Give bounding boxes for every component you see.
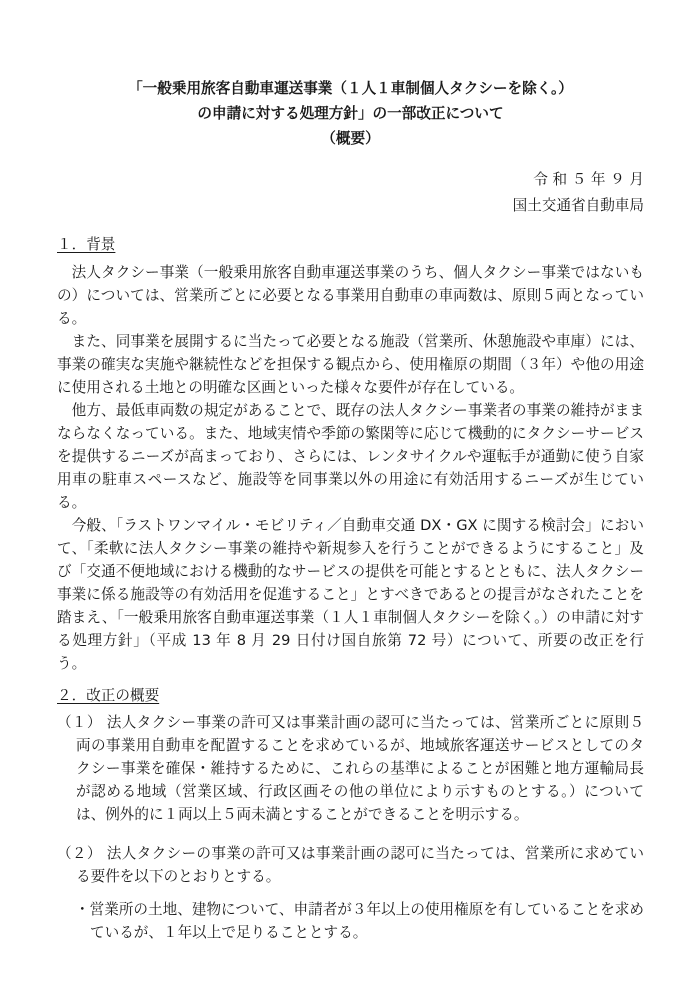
date-line: 令 和 ５ 年 ９ 月 [533, 171, 644, 188]
revision-item-1-text: 法人タクシー事業の許可又は事業計画の認可に当たっては、営業所ごとに原則５両の事業用自動車を配置することを求めているが、地域旅客運送サービスとしてのタクシー事業を確保・維持するために、これらの基準によることが困難と地方運輸局長が認める地域（営業区域、行政区画その他の単位により示すものとする。）については、例外的に１両以上５両未満とすることができることを明示する。 [76, 714, 644, 823]
revision-item-2 [57, 842, 644, 888]
section-revision-overview [57, 683, 644, 944]
background-paragraph-1: 法人タクシー事業（一般乗用旅客自動車運送事業のうち、個人タクシー事業ではないもの）については、営業所ごとに必要となる事業用自動車の車両数は、原則５両となっている。 [57, 264, 644, 327]
background-paragraph-4: 今般、「ラストワンマイル・モビリティ／自動車交通 DX・GX に関する検討会」において、「柔軟に法人タクシー事業の維持や新規参入を行うことができるようにすること」及び「交通不便地域における機動的なサービスの提供を可能とするとともに、法人タクシー事業に係る施設等の有効活用を促進すること」とすべきであるとの提言がなされたことを踏まえ、「一般乗用旅客自動車運送事業（１人１車制個人タクシーを除く。）の申請に対する処理方針」（平成 13 年 8 月 29 日付け国自旅第 72 号）について、所要の改正を行う。 [57, 517, 644, 672]
title-line-1: 「一般乗用旅客自動車運送事業（１人１車制個人タクシーを除く。） [128, 80, 573, 97]
revision-item-2-text: 法人タクシーの事業の許可又は事業計画の認可に当たっては、営業所に求めている要件を以下のとおりとする。 [76, 845, 644, 885]
byline [57, 167, 644, 219]
title-line-2: の申請に対する処理方針」の一部改正について [197, 105, 504, 122]
background-paragraph-2: また、同事業を展開するに当たって必要となる施設（営業所、休憩施設や車庫）には、事業の確実な実施や継続性などを担保する観点から、使用権原の期間（３年）や他の用途に使用される土地との明確な区画といった様々な要件が存在している。 [57, 333, 644, 396]
bullet-text: 営業所の土地、建物について、申請者が３年以上の使用権原を有していることを求めているが、１年以上で足りることとする。 [89, 901, 644, 941]
revision-item-2-marker: （２） [57, 845, 102, 862]
organization-line: 国土交通省自動車局 [512, 197, 644, 214]
title-line-3: （概要） [321, 130, 380, 147]
section-2-heading [57, 683, 644, 709]
document-title [57, 76, 644, 151]
section-2-heading-text: ２．改正の概要 [57, 687, 160, 704]
background-paragraph-3: 他方、最低車両数の規定があることで、既存の法人タクシー事業者の事業の維持がままならなくなっている。また、地域実情や季節の繁閑等に応じて機動的にタクシーサービスを提供するニーズが高まっており、さらには、レンタサイクルや運転手が通勤に使う自家用車の駐車スペースなど、施設等を同事業以外の用途に有効活用するニーズが生じている。 [57, 402, 644, 511]
revision-item-1-marker: （１） [57, 714, 102, 731]
revision-item-1 [57, 711, 644, 826]
section-1-heading [57, 232, 644, 258]
section-background [57, 232, 644, 675]
office-requirement-bullet [75, 898, 644, 944]
bullet-marker: ・ [75, 901, 90, 918]
section-1-heading-text: １．背景 [57, 236, 116, 253]
